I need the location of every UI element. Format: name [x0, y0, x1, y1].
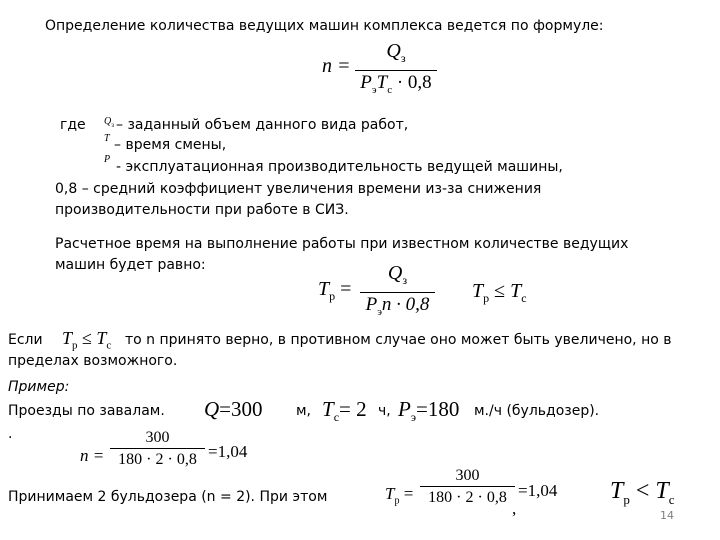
where-label: где — [60, 117, 86, 133]
definition-productivity: - эксплуатационная производительность ведущей машины, — [116, 159, 563, 175]
calc-time-line-1: Расчетное время на выполнение работы при известном количестве ведущих — [55, 236, 629, 252]
accept-text: Принимаем 2 бульдозера (n = 2). При этом — [8, 489, 328, 505]
if-rest-line-2: пределах возможного. — [8, 353, 178, 369]
example-text: Проезды по завалам. — [8, 403, 165, 419]
coefficient-line-1: 0,8 – средний коэффициент увеличения времени из-за снижения — [55, 181, 542, 197]
example-T-value: $T_с= 2$ — [322, 397, 367, 425]
if-rest-line-1: то n принято верно, в противном случае оно может быть увеличено, но в — [125, 332, 672, 348]
example-dot: . — [8, 426, 13, 442]
example-label: Пример: — [8, 379, 70, 395]
example-unit-h: ч, — [378, 403, 391, 419]
definition-volume: – заданный объем данного вида работ, — [116, 117, 409, 133]
calc-n-lhs: n = — [80, 446, 105, 465]
coefficient-line-2: производительности при работе в СИЗ. — [55, 202, 349, 218]
intro-text: Определение количества ведущих машин комплекса ведется по формуле: — [45, 18, 604, 34]
calc-n-result: =1,04 — [208, 442, 248, 461]
page-number: 14 — [660, 509, 674, 522]
condition-inequality: $T_р \le T_с$ — [472, 280, 527, 305]
formula-T-lhs: $T_р$ = — [318, 278, 352, 303]
final-inequality: $T_р < T_с$ — [610, 478, 675, 507]
calc-T-lhs: $T_р$ = — [385, 484, 414, 507]
calc-time-line-2: машин будет равно: — [55, 257, 206, 273]
example-unit-m: м, — [296, 403, 312, 419]
example-unit-rate: м./ч (бульдозер). — [474, 403, 600, 419]
formula-n-fraction: $Q_з$ $P_эT_с \cdot 0,8$ — [355, 40, 437, 101]
calc-T-fraction: 300 180 · 2 · 0,8 — [420, 466, 515, 507]
example-P-value: $P_э=180$ — [398, 397, 460, 425]
calc-n-fraction: 300 180 · 2 · 0,8 — [110, 428, 205, 469]
formula-n-lhs: n = — [322, 55, 351, 77]
definition-shift-time: – время смены, — [114, 137, 227, 153]
symbol-Q: $Q_з$ — [104, 116, 114, 129]
calc-T-result: =1,04 — [518, 481, 558, 500]
calc-T-comma: , — [512, 499, 517, 518]
symbol-T: T — [104, 133, 110, 144]
formula-T-fraction: $Q_з$ $P_эn \cdot 0,8$ — [360, 262, 435, 323]
if-word: Если — [8, 332, 43, 348]
symbol-P: P — [104, 154, 111, 165]
example-Q-value: Q=300 — [204, 397, 263, 421]
if-condition: $T_р \le T_с$ — [62, 328, 112, 352]
